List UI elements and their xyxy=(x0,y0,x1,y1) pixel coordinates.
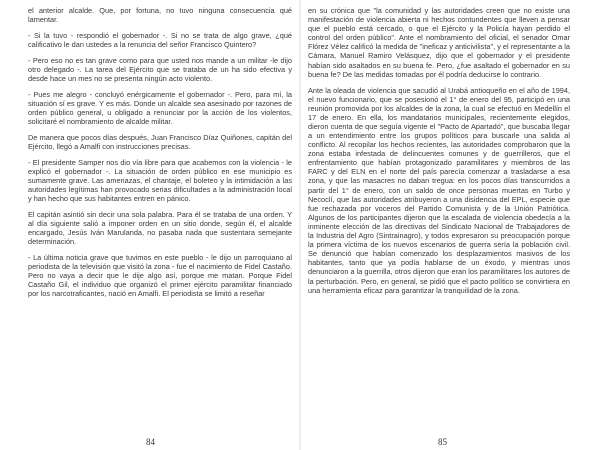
right-paragraph-2: Ante la oleada de violencia que sacudió al Urabá antioqueño en el año de 1994, el nuevo funcionario, que se posesionó el 1° de enero del 95, participó en una reunión promovida por los alcaldes de la zona, la cual se efectuó en Medellín el 17 de enero. En ella, los mandatarios municipales, recientemente elegidos, dieron cuenta de que seguía vigente el "Pacto de Apartadó", que buscaba llegar a un entendimiento entre los grupos políticos para buscarle una salida al conflicto. Al recopilar los hechos recientes, las autoridades comprobaron que la zona estaba infestada de delincuentes comunes y de guerrilleros, que el enfrentamiento que habían protagonizado paramilitares y miembros de las FARC y del ELN en el norte del país parecía comenzar a trasladarse a esa zona, y que las masacres no daban tregua: en los pocos días transcurridos a partir del 1° de enero, con un saldo de once personas muertas en Turbo y Necoclí, que las autoridades atribuyeron a una disidencia del EPL, especie que fue rechazada por voceros del Partido Comunista y de la Unión Patriótica. Algunos de los participantes dijeron que la escalada de violencia obedecía a la inminente elección de las directivas del Sindicato Nacional de Trabajadores de la Industria del Agro (Sintrainagro), y todos expresaron su preocupación porque la primera víctima de los nuevos escenarios de guerra sería la población civil. Se denunció que habían comenzado los desplazamientos masivos de los habitantes, tanto que ya podía hablarse de un éxodo, y mientras unos denunciaron a la guerrilla, otros dijeron que eran los paramilitares los autores de la perturbación. Pero, en general, se pidió que el pacto político se convirtiera en una herramienta eficaz para garantizar la tranquilidad de la zona. xyxy=(308,85,570,295)
left-paragraph-5: De manera que pocos días después, Juan Francisco Díaz Quiñones, capitán del Ejército, llegó a Amalfi con instrucciones precisas. xyxy=(28,132,292,151)
left-paragraph-1: el anterior alcalde. Que, por fortuna, no tuvo ninguna consecuencia qué lamentar. xyxy=(28,6,292,25)
left-paragraph-6: - El presidente Samper nos dio vía libre para que acabemos con la violencia - le explicó el gobernador -. La situación de orden público en ese municipio es sumamente grave. Las amenazas, el chantaje, el boleteo y la intimidación a las autoridades legítimas han provocado serias dificultades a la administración local y han hecho que sus habitantes entren en pánico. xyxy=(28,157,292,203)
left-paragraph-8: - La última noticia grave que tuvimos en este pueblo - le dijo un parroquiano al periodista de la televisión que visitó la zona - fue el nacimiento de Fidel Castaño. Pero no vaya a decir que le dije algo así, porque me matan. Porque Fidel Castaño Gil, el individuo que organizó el primer ejército paramilitar financiado por los narcotraficantes, nació en Amalfi. El periodista se limitó a reseñar xyxy=(28,252,292,298)
left-paragraph-4: - Pues me alegro - concluyó enérgicamente el gobernador -. Pero, para mí, la situación sí es grave. Y es más. Donde un alcalde sea asesinado por razones de orden público general, u obligado a renunciar por la acción de los violentos, solicitaré el nombramiento de alcalde militar. xyxy=(28,89,292,126)
left-paragraph-7: El capitán asintió sin decir una sola palabra. Para él se trataba de una orden. Y al día siguiente salió a imponer orden en un sitio donde, según él, el alcalde encargado, Jesús Iván Marulanda, no pasaba nada que sustentara semejante determinación. xyxy=(28,209,292,246)
right-page xyxy=(300,0,600,450)
right-page-number: 85 xyxy=(438,437,447,447)
left-paragraph-3: - Pero eso no es tan grave como para que usted nos mande a un militar -le dijo otro delegado -. La tarea del Ejército que se trataba de un ha sido efectiva y desde hace un mes no se presenta ningún acto violento. xyxy=(28,55,292,83)
right-paragraph-1: en su crónica que "la comunidad y las autoridades creen que no existe una manifestación de violencia abierta ni hechos contundentes que lleven a pensar que el pueblo está cercado, o que el Ejército y la Policía hayan perdido el control del orden público". Ante el nombramiento del oficial, el senador Omar Flórez Vélez calificó la medida de "ineficaz y anticivilista", y el representante a la Cámara, Manuel Ramiro Velásquez, dijo que el gobernador y el presidente habían sido asaltados en su buena fe. Pero, ¿fue asaltado el gobernador en su buena fe? De las medidas tomadas por él podría deducirse lo contrario. xyxy=(308,6,570,79)
left-page-number: 84 xyxy=(146,437,155,447)
left-paragraph-2: - Si la tuvo - respondió el gobernador -. Si no se trata de algo grave, ¿qué calificativo le dan ustedes a la renuncia del señor Francisco Quintero? xyxy=(28,30,292,49)
